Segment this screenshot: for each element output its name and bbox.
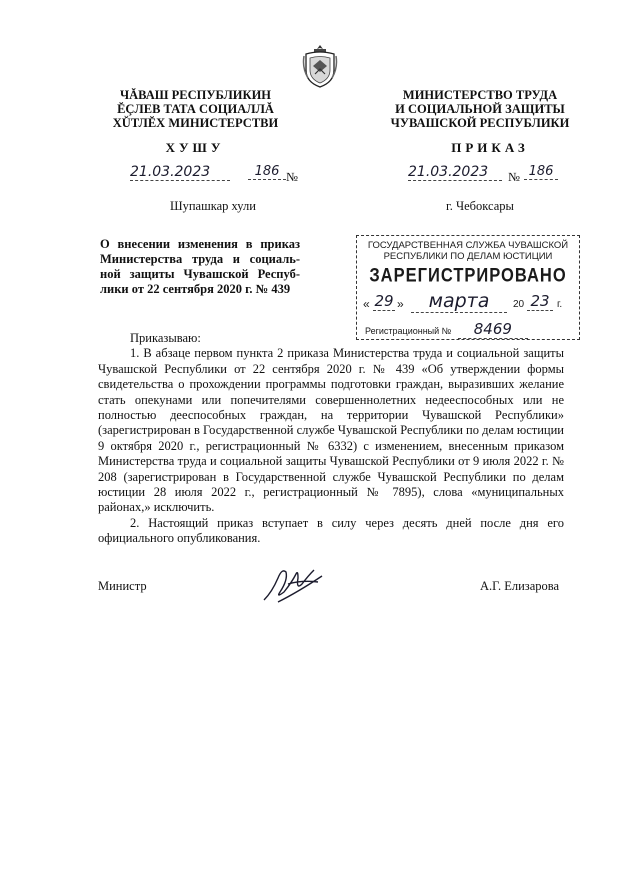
number-left: 186	[248, 164, 286, 180]
stamp-quote-open: «	[363, 297, 370, 311]
date-right: 21.03.2023	[408, 164, 502, 181]
stamp-reg-number: 8469	[458, 320, 528, 339]
order-paragraph-2: 2. Настоящий приказ вступает в силу через десять дней после дня его официального опубликования.	[98, 515, 564, 546]
coat-of-arms-emblem	[302, 44, 338, 88]
number-sign-left: №	[286, 170, 298, 184]
handwritten-signature	[258, 562, 328, 606]
stamp-authority	[357, 240, 579, 262]
order-intro: Приказываю:	[130, 331, 201, 345]
stamp-year-unit: г.	[557, 299, 563, 310]
number-sign-right: №	[508, 170, 520, 184]
header-left-line: ХŬТЛĔХ МИНИСТЕРСТВИ	[112, 116, 279, 130]
stamp-day: 29	[374, 292, 394, 310]
header-left-chuvash	[88, 88, 303, 130]
city-russian: г. Чебоксары	[446, 199, 514, 213]
stamp-registered-label: ЗАРЕГИСТРИРОВАНО	[369, 265, 567, 287]
city-chuvash: Шупашкар хули	[170, 199, 256, 213]
header-left-line: ĔÇЛЕВ ТАТА СОЦИАЛЛĂ	[117, 102, 274, 116]
stamp-year-suffix: 23	[527, 292, 553, 311]
stamp-year-prefix: 20	[513, 299, 525, 310]
header-right-line: И СОЦИАЛЬНОЙ ЗАЩИТЫ	[395, 102, 565, 116]
doc-type-chuvash: ХУШУ	[165, 140, 225, 155]
document-subject: О внесении изменения в приказ Министерства труда и социаль-ной защиты Чувашской Респуб-лики от 22 сентября 2020 г. № 439	[100, 237, 300, 296]
date-left: 21.03.2023	[130, 164, 230, 181]
number-right: 186	[524, 164, 558, 180]
header-right-line: ЧУВАШСКОЙ РЕСПУБЛИКИ	[390, 116, 570, 130]
header-right-line: МИНИСТЕРСТВО ТРУДА	[402, 88, 558, 102]
header-left-line: ЧĂВАШ РЕСПУБЛИКИН	[119, 88, 272, 102]
stamp-authority-line: ГОСУДАРСТВЕННАЯ СЛУЖБА ЧУВАШСКОЙ	[367, 240, 569, 251]
stamp-quote-close: »	[397, 297, 404, 311]
registration-stamp	[356, 235, 580, 340]
stamp-reg-label: Регистрационный №	[365, 326, 452, 336]
stamp-month: марта	[411, 290, 507, 313]
order-body	[98, 331, 564, 547]
stamp-date	[363, 290, 573, 316]
header-right-russian	[380, 88, 580, 130]
stamp-authority-line: РЕСПУБЛИКИ ПО ДЕЛАМ ЮСТИЦИИ	[383, 251, 553, 262]
doc-type-russian: ПРИКАЗ	[451, 140, 529, 155]
order-paragraph-1: 1. В абзаце первом пункта 2 приказа Министерства труда и социальной защиты Чувашской Республики от 22 сентября 2020 г. № 439 «Об утверждении формы свидетельства о прохождении программы подготовки граждан, выразивших желание стать опекунами или попечителями совершеннолетних недееспособных или не полностью дееспособных граждан, на территории Чувашской Республики» (зарегистрирован в Государственной службе Чувашской Республики по делам юстиции 9 октября 2020 г., регистрационный № 6332) с изменением, внесенным приказом Министерства труда и социальной защиты Чувашской Республики от 9 июля 2022 г. № 208 (зарегистрирован в Государственной службе Чувашской Республики по делам юстиции 28 июля 2022 г., регистрационный № 7895), слова «муниципальных районах,» исключить.	[98, 346, 564, 515]
signer-position: Министр	[98, 579, 147, 593]
signer-name: А.Г. Елизарова	[480, 579, 560, 593]
